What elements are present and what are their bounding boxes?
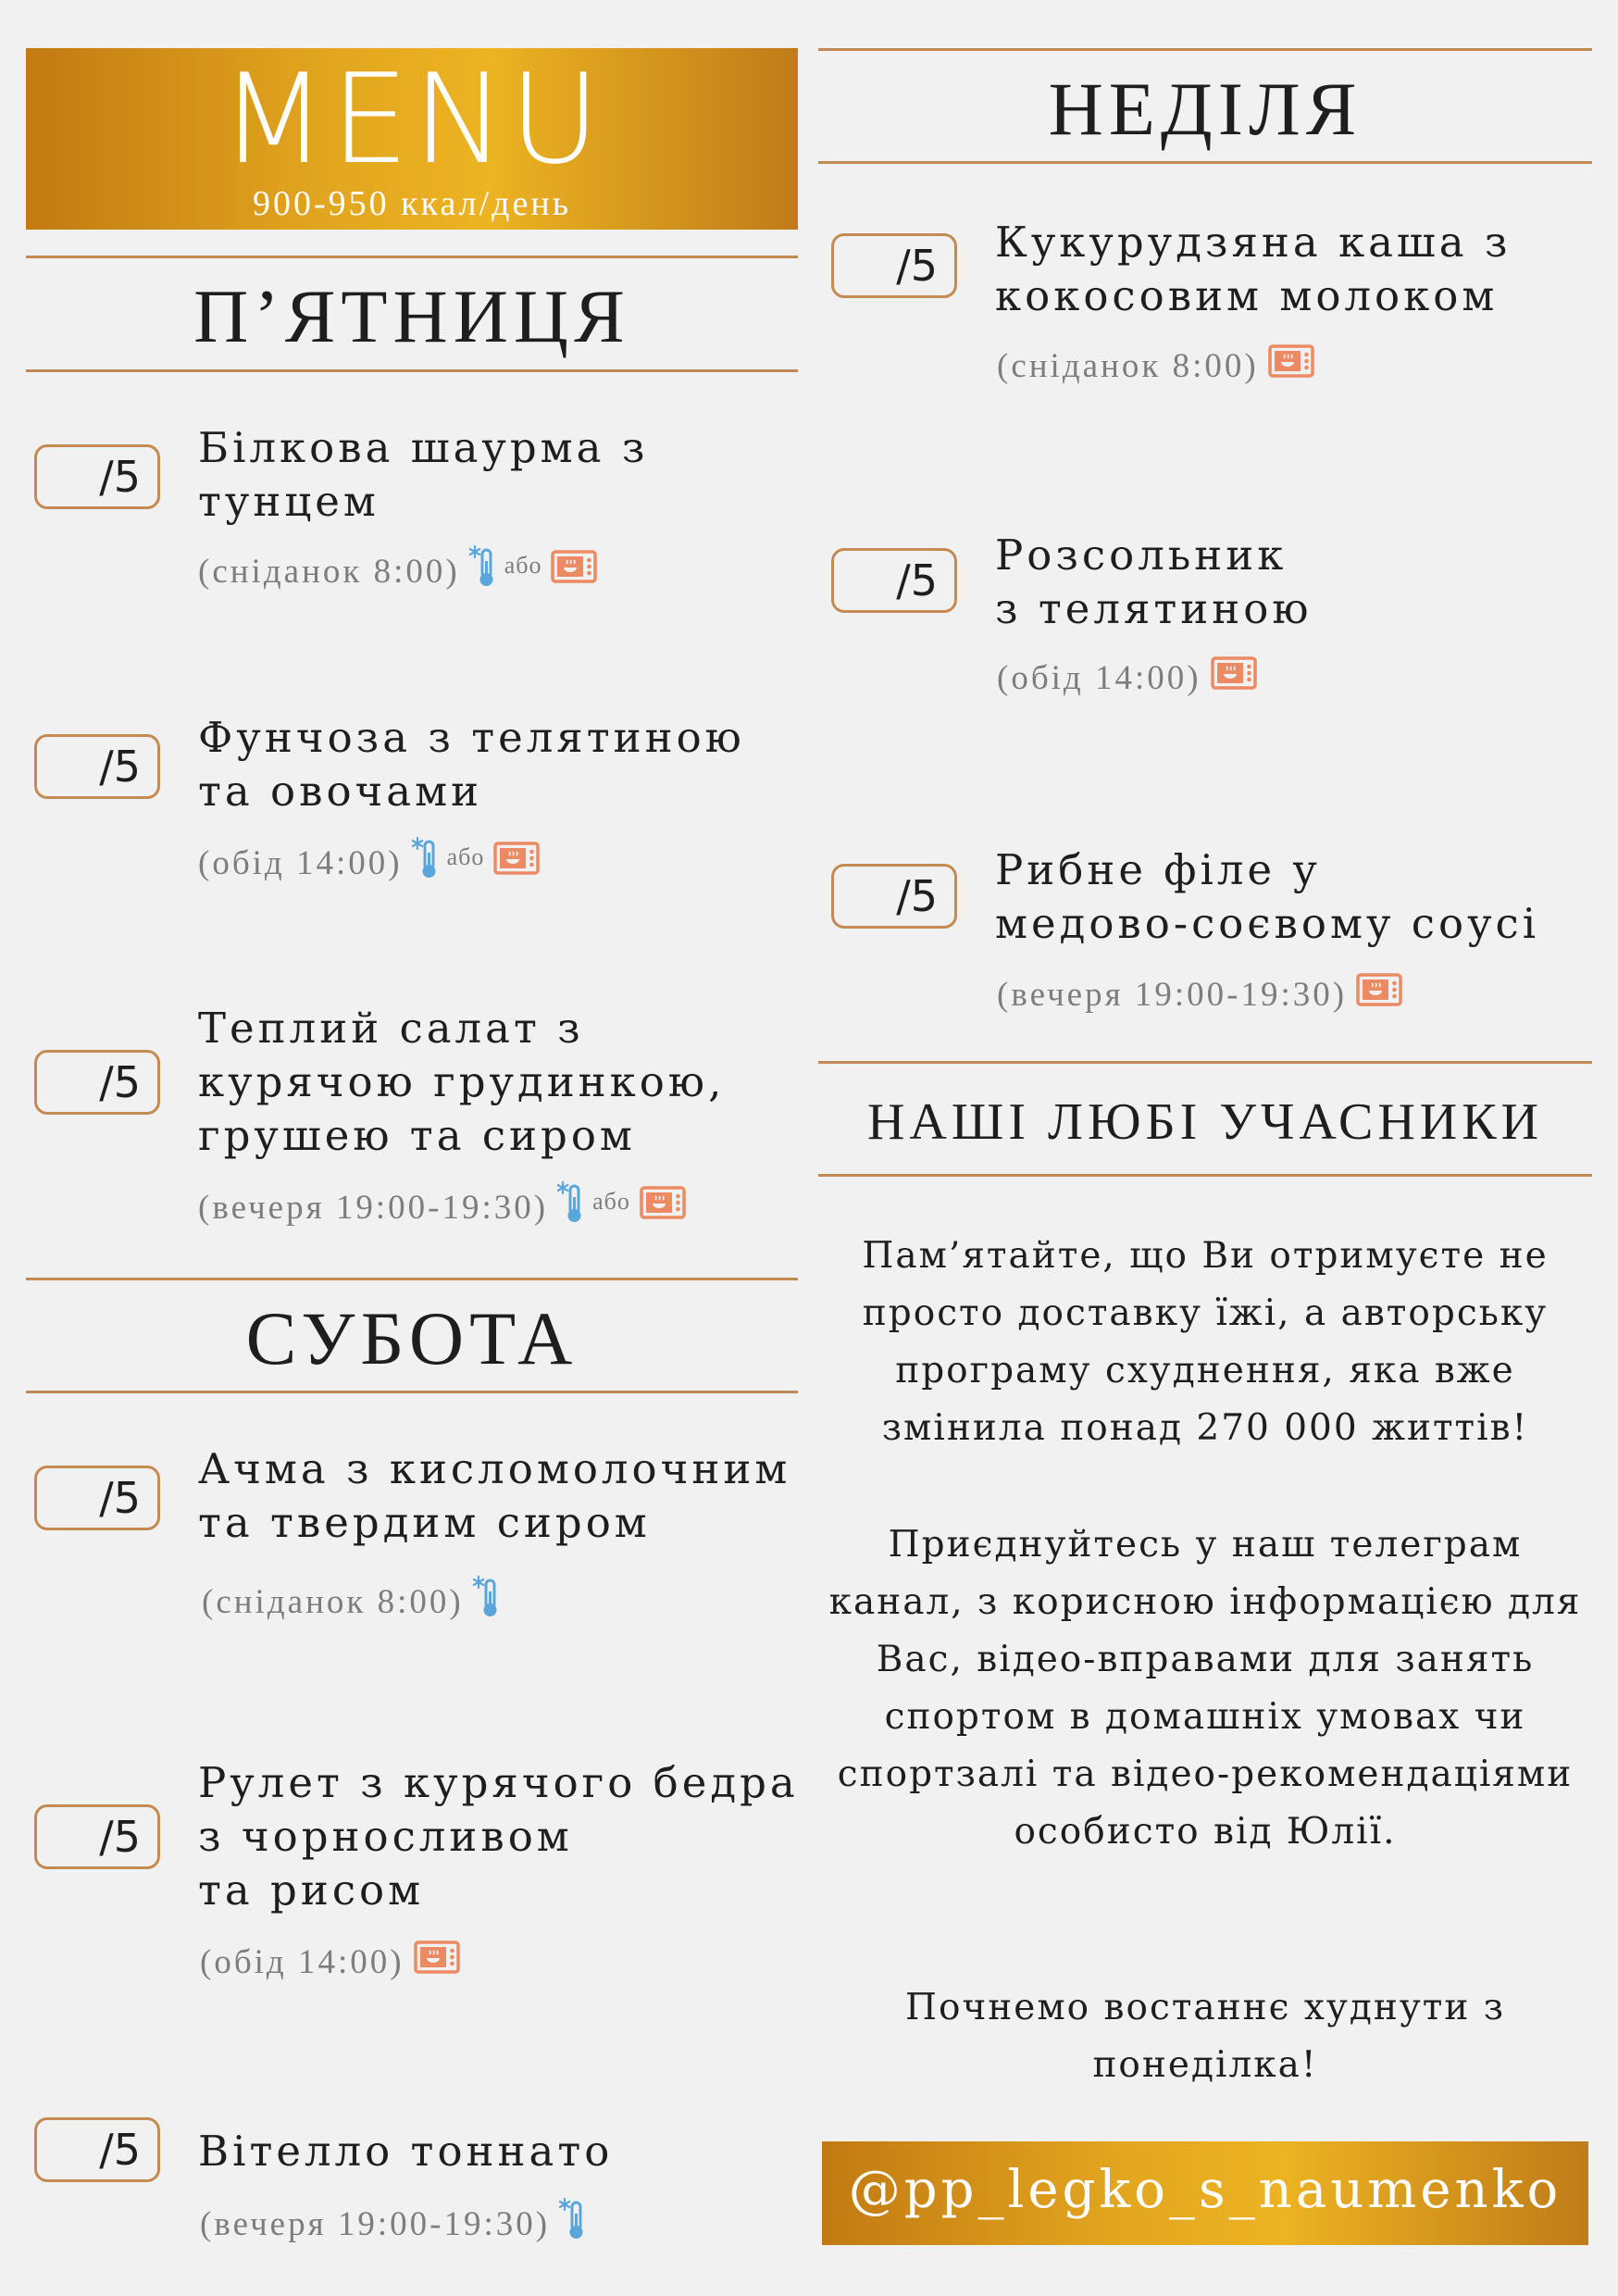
calories-subtitle: 900-950 ккал/день — [252, 184, 572, 223]
day-title-friday: П’ЯТНИЦЯ — [193, 274, 630, 358]
meal-time-label: (вечеря 19:00-19:30) — [200, 2204, 551, 2243]
rating-box[interactable]: /5 — [831, 233, 957, 298]
dish-name: Фунчоза з телятиною та овочами — [198, 713, 745, 816]
divider — [26, 256, 798, 258]
microwave-icon — [1356, 972, 1402, 1017]
microwave-icon — [493, 841, 540, 885]
dish-name: Рулет з курячого бедра з чорносливом та рисом — [198, 1758, 799, 1915]
rating-box[interactable]: /5 — [831, 548, 957, 613]
meal-time-label: (сніданок 8:00) — [997, 346, 1259, 385]
divider — [818, 1174, 1592, 1177]
divider — [818, 161, 1592, 164]
divider — [818, 1061, 1592, 1064]
thermometer-snowflake-icon — [559, 2197, 591, 2251]
divider — [26, 369, 798, 372]
members-paragraph-2: Приєднуйтесь у наш телеграм канал, з корисною інформацією для Вас, відео-вправами для занять спортом в домашніх умовах чи спортзалі та відео-рекомендаціями особисто від Юлії. — [828, 1524, 1582, 1853]
dish-name: Вітелло тоннато — [198, 2127, 614, 2176]
thermometer-snowflake-icon — [412, 836, 443, 890]
meal-time — [198, 544, 597, 598]
dish-name: Білкова шаурма з тунцем — [198, 423, 649, 526]
meal-time — [200, 2197, 591, 2251]
telegram-handle-banner[interactable] — [822, 2141, 1588, 2245]
microwave-icon — [640, 1185, 686, 1229]
or-label: або — [446, 843, 485, 870]
rating-box[interactable]: /5 — [34, 1050, 160, 1115]
divider — [818, 48, 1592, 51]
or-label: або — [592, 1188, 630, 1215]
day-title-saturday: СУБОТА — [245, 1296, 579, 1380]
dish-name: Рибне філе у медово-соєвому соусі — [995, 845, 1540, 948]
members-paragraph-1: Пам’ятайте, що Ви отримуєте не просто доставку їжі, а авторську програму схуднення, яка вже змінила понад 270 000 життів! — [862, 1235, 1549, 1449]
meal-time-label: (обід 14:00) — [200, 1942, 404, 1981]
meal-time-label: (вечеря 19:00-19:30) — [198, 1188, 549, 1227]
rating-box[interactable]: /5 — [34, 1466, 160, 1530]
meal-time — [997, 655, 1257, 700]
thermometer-snowflake-icon — [473, 1575, 504, 1628]
rating-box[interactable]: /5 — [831, 864, 957, 929]
dish-name: Розсольник з телятиною — [995, 530, 1313, 633]
thermometer-snowflake-icon — [469, 544, 501, 598]
meal-time-label: (вечеря 19:00-19:30) — [997, 975, 1348, 1014]
rating-box[interactable]: /5 — [34, 444, 160, 509]
divider — [26, 1278, 798, 1280]
meal-time-label: (обід 14:00) — [198, 843, 403, 882]
microwave-icon — [551, 549, 597, 593]
telegram-handle[interactable]: @pp_legko_s_naumenko — [848, 2160, 1562, 2220]
meal-time-label: (сніданок 8:00) — [202, 1582, 464, 1621]
menu-title: MENU — [219, 47, 604, 192]
menu-banner — [26, 48, 798, 230]
or-label: або — [504, 552, 542, 579]
meal-time-label: (обід 14:00) — [997, 658, 1201, 697]
rating-box[interactable]: /5 — [34, 2117, 160, 2182]
microwave-icon — [1211, 655, 1257, 700]
members-title: НАШІ ЛЮБІ УЧАСНИКИ — [866, 1093, 1544, 1151]
meal-time — [200, 1940, 460, 1984]
meal-time — [997, 972, 1402, 1017]
meal-time — [997, 343, 1314, 388]
day-title-sunday: НЕДІЛЯ — [1048, 67, 1363, 151]
meal-time — [202, 1575, 504, 1628]
dish-name: Теплий салат з курячою грудинкою, грушею та сиром — [198, 1004, 726, 1160]
dish-name: Ачма з кисломолочним та твердим сиром — [198, 1444, 791, 1547]
meal-time-label: (сніданок 8:00) — [198, 552, 460, 591]
members-paragraph-3: Почнемо востаннє худнути з понеділка! — [904, 1987, 1506, 2086]
thermometer-snowflake-icon — [557, 1180, 589, 1234]
meal-time — [198, 836, 540, 890]
dish-name: Кукурудзяна каша з кокосовим молоком — [995, 218, 1512, 320]
rating-box[interactable]: /5 — [34, 734, 160, 799]
divider — [26, 1391, 798, 1393]
meal-time — [198, 1180, 686, 1234]
rating-box[interactable]: /5 — [34, 1804, 160, 1869]
microwave-icon — [414, 1940, 460, 1984]
microwave-icon — [1268, 343, 1314, 388]
